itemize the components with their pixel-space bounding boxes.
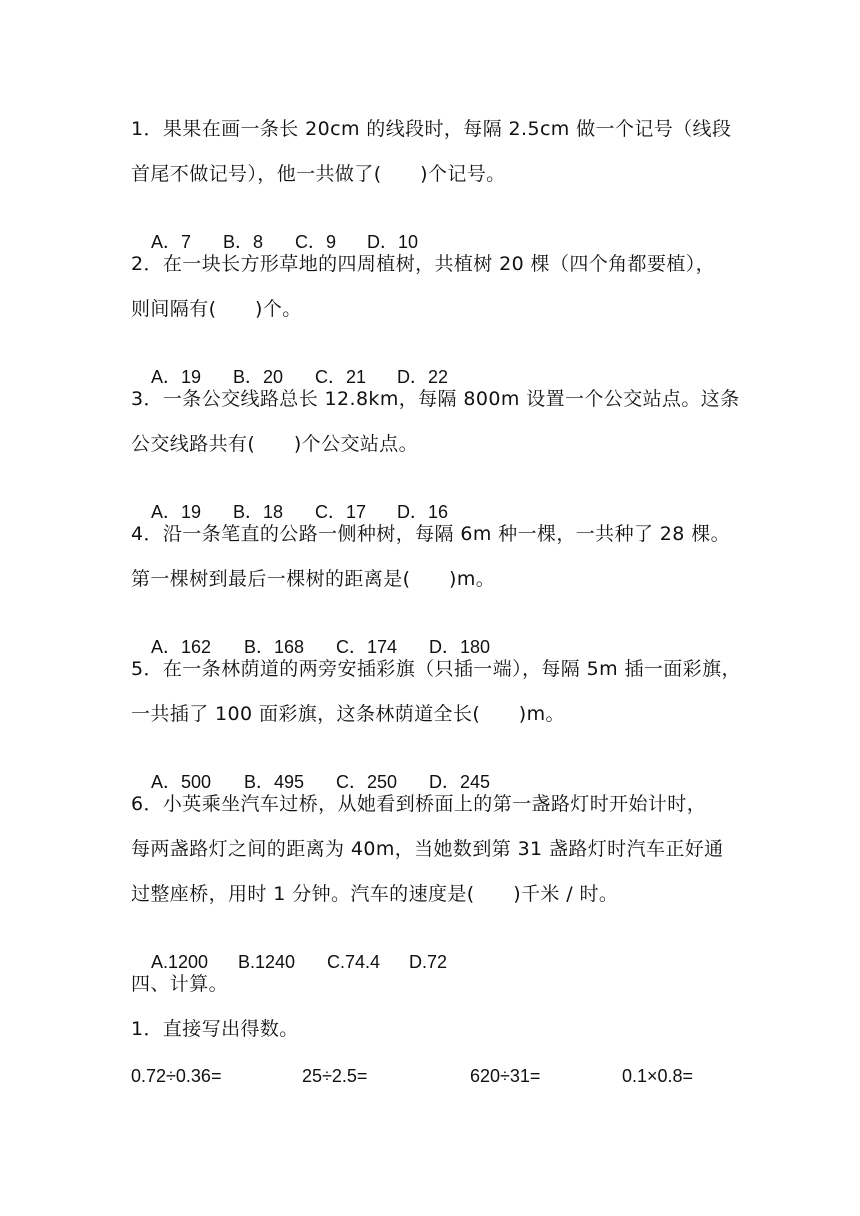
q5-option-c: C．250 [336,772,398,792]
section-subheading: 1．直接写出得数。 [131,1018,299,1040]
q2-option-c: C．21 [315,367,367,387]
calc-item-4: 0.1×0.8= [622,1066,694,1086]
q4-line2: 第一棵树到最后一棵树的距离是( )m。 [131,568,496,590]
q6-option-d: D.72 [409,952,448,972]
q3-line1: 3．一条公交线路总长 12.8km，每隔 800m 设置一个公交站点。这条 [131,388,740,410]
q6-option-c: C.74.4 [327,952,381,972]
q6-option-b: B.1240 [238,952,296,972]
q2-option-d: D．22 [397,367,449,387]
q5-option-b: B．495 [244,772,305,792]
q1-option-c: C．9 [295,232,337,252]
calc-item-1: 0.72÷0.36= [131,1066,222,1086]
q3-option-d: D．16 [397,502,449,522]
q4-option-d: D．180 [429,637,491,657]
q2-line2: 则间隔有( )个。 [131,298,302,320]
q1-option-b: B．8 [223,232,264,252]
q3-option-c: C．17 [315,502,367,522]
calc-item-3: 620÷31= [470,1066,541,1086]
q4-line1: 4．沿一条笔直的公路一侧种树，每隔 6m 种一棵，一共种了 28 棵。 [131,523,731,545]
q6-line1: 6．小英乘坐汽车过桥，从她看到桥面上的第一盏路灯时开始计时， [131,793,707,815]
q1-option-d: D．10 [367,232,419,252]
q6-line2: 每两盏路灯之间的距离为 40m，当她数到第 31 盏路灯时汽车正好通 [131,838,724,860]
q6-option-a: A.1200 [151,952,209,972]
section-heading: 四、计算。 [131,973,229,995]
q3-line2: 公交线路共有( )个公交站点。 [131,433,419,455]
q1-line1: 1．果果在画一条长 20cm 的线段时，每隔 2.5cm 做一个记号（线段 [131,118,732,140]
q5-line1: 5．在一条林荫道的两旁安插彩旗（只插一端），每隔 5m 插一面彩旗， [131,658,741,680]
q4-option-a: A．162 [151,637,212,657]
q2-line1: 2．在一块长方形草地的四周植树，共植树 20 棵（四个角都要植）， [131,253,716,275]
q2-option-a: A．19 [151,367,202,387]
q4-option-c: C．174 [336,637,398,657]
q2-option-b: B．20 [233,367,284,387]
q1-option-a: A．7 [151,232,192,252]
q3-option-b: B．18 [233,502,284,522]
q4-option-b: B．168 [244,637,305,657]
calc-item-2: 25÷2.5= [302,1066,368,1086]
q5-option-a: A．500 [151,772,212,792]
q6-line3: 过整座桥，用时 1 分钟。汽车的速度是( )千米 / 时。 [131,883,619,905]
q5-line2: 一共插了 100 面彩旗，这条林荫道全长( )m。 [131,703,565,725]
q5-option-d: D．245 [429,772,491,792]
q1-line2: 首尾不做记号），他一共做了( )个记号。 [131,163,506,185]
q3-option-a: A．19 [151,502,202,522]
